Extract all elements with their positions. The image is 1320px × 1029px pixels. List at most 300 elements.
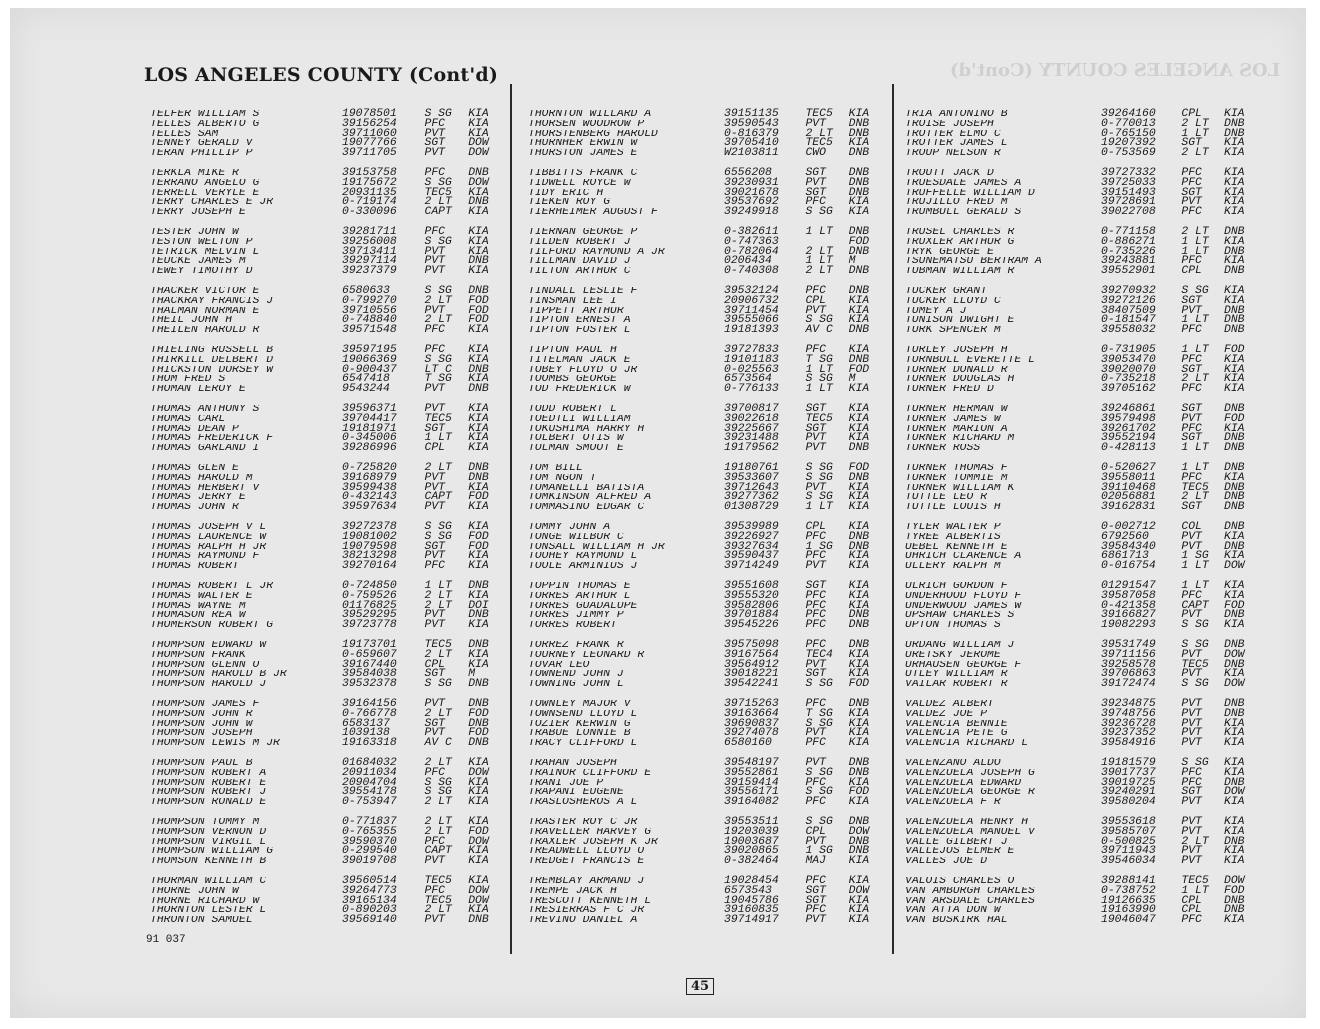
roster-serial-number: 20911034 (342, 766, 397, 779)
roster-name: THACKRAY FRANCIS J (150, 296, 274, 307)
roster-serial-number: 6792560 (1101, 530, 1149, 543)
roster-name: ULLERY RALPH M (905, 562, 1001, 572)
roster-group (905, 700, 1255, 759)
roster-group (150, 700, 500, 759)
roster-name: UTLEY WILLIAM R (905, 670, 1008, 681)
roster-rank: PFC (424, 167, 445, 179)
roster-group (150, 228, 500, 287)
roster-status-code: FOD (468, 314, 489, 327)
roster-status-code: KIA (1224, 108, 1245, 120)
roster-row (528, 894, 880, 907)
roster-name: TOLMAN SMOOT E (528, 444, 624, 454)
roster-serial-number: 39230931 (724, 176, 779, 189)
roster-name: THOMAS CARL (150, 414, 226, 425)
roster-serial-number: 0-719174 (342, 196, 397, 209)
roster-rank: PVT (1181, 816, 1202, 828)
roster-rank: PVT (1181, 855, 1202, 868)
roster-name: THOMPSON EDWARD W (150, 641, 267, 651)
roster-name: VAN AMBURGH CHARLES (905, 886, 1035, 897)
roster-row (905, 375, 1255, 385)
roster-group (528, 169, 880, 228)
roster-status-code: KIA (468, 265, 489, 278)
roster-status-code: KIA (468, 432, 489, 445)
roster-name: TILDEN ROBERT J (528, 237, 631, 248)
roster-row (150, 540, 500, 553)
roster-status-code: KIA (468, 481, 489, 494)
roster-status-code: DNB (848, 757, 870, 769)
roster-name: TOEDTLI WILLIAM (528, 414, 631, 425)
roster-status-code: KIA (848, 707, 870, 720)
roster-rank: SGT (805, 167, 826, 179)
roster-group (528, 523, 880, 582)
roster-row (528, 621, 880, 631)
roster-name: THOMPSON ROBERT J (150, 788, 267, 799)
roster-status-code: FOD (1224, 412, 1245, 425)
roster-row (150, 847, 500, 857)
roster-status-code: KIA (468, 658, 489, 671)
document-code: 91 037 (146, 934, 186, 946)
roster-name: THOMAS GLEN E (150, 464, 239, 474)
roster-rank: 2 LT (1181, 373, 1209, 386)
roster-rank: PFC (805, 530, 826, 543)
roster-group (528, 228, 880, 287)
roster-status-code: KIA (1224, 825, 1245, 838)
roster-rank: AV C (424, 737, 452, 750)
roster-name: VALENZUELA JOSEPH G (905, 768, 1035, 779)
roster-row (528, 139, 880, 149)
roster-group (905, 346, 1255, 405)
roster-name: THOMAS HERBERT V (150, 483, 260, 494)
roster-name: TELLES SAM (150, 129, 219, 140)
roster-status-code: DNB (468, 678, 489, 691)
roster-row (150, 825, 500, 838)
roster-rank: PVT (805, 560, 826, 573)
roster-rank: SGT (1181, 363, 1202, 376)
roster-rank: PFC (424, 560, 445, 573)
roster-serial-number: 39551608 (724, 580, 779, 592)
roster-row (150, 621, 500, 631)
roster-rank: SGT (805, 186, 826, 199)
roster-serial-number: 39575098 (724, 639, 779, 651)
roster-serial-number: 39584038 (342, 668, 397, 681)
roster-name: TURNER HERMAN W (905, 405, 1008, 415)
roster-name: VALENZUELA F R (905, 798, 1001, 808)
roster-row (528, 589, 880, 602)
roster-name: TOD FREDERICK W (528, 385, 631, 395)
roster-row (150, 493, 500, 503)
roster-rank: PFC (1181, 589, 1202, 602)
roster-row (150, 717, 500, 730)
roster-name: TERKLA MIKE R (150, 169, 239, 179)
roster-serial-number: 39714917 (724, 914, 779, 927)
roster-name: TOWNSEND LLOYD L (528, 709, 638, 720)
roster-name: TOMKINSON ALFRED A (528, 493, 652, 504)
roster-status-code: KIA (1224, 363, 1245, 376)
roster-status-code: DOW (468, 766, 489, 779)
roster-rank: 2 LT (1181, 226, 1209, 238)
roster-status-code: KIA (1224, 294, 1245, 307)
roster-name: UPTON THOMAS S (905, 621, 1001, 631)
roster-row (150, 503, 500, 513)
roster-serial-number: 0-025563 (724, 363, 779, 376)
roster-serial-number: 39022708 (1101, 206, 1156, 219)
roster-rank: PVT (805, 117, 826, 130)
roster-group (150, 818, 500, 877)
roster-serial-number: 39166827 (1101, 609, 1156, 622)
roster-rank: TEC5 (1181, 658, 1209, 671)
roster-name: TIEKEN ROY G (528, 198, 611, 209)
roster-status-code: DNB (1224, 501, 1245, 514)
roster-serial-number: 38407509 (1101, 304, 1156, 317)
roster-status-code: KIA (1224, 845, 1245, 858)
roster-name: TUNISON DWIGHT E (905, 316, 1015, 327)
roster-rank: PVT (424, 501, 445, 514)
roster-serial-number: 39558011 (1101, 471, 1156, 484)
roster-serial-number: 39560514 (342, 875, 397, 887)
roster-name: TIPTON ERNEST A (528, 316, 631, 327)
roster-group (905, 287, 1255, 346)
roster-row (150, 739, 500, 749)
roster-serial-number: 39270932 (1101, 285, 1156, 297)
roster-status-code: DNB (468, 167, 489, 179)
roster-rank: LT C (424, 363, 452, 376)
roster-row (905, 916, 1255, 926)
roster-serial-number: 39151493 (1101, 186, 1156, 199)
roster-row (905, 847, 1255, 857)
roster-name: THOMPSON TOMMY M (150, 818, 260, 828)
roster-name: TRAINOR CLIFFORD E (528, 768, 652, 779)
roster-serial-number: 39020070 (1101, 363, 1156, 376)
roster-serial-number: 19179562 (724, 442, 779, 455)
roster-serial-number: 0-181547 (1101, 314, 1156, 327)
roster-status-code: KIA (468, 521, 489, 533)
roster-rank: S SG (805, 491, 833, 504)
roster-group (905, 582, 1255, 641)
roster-serial-number: 39159414 (724, 776, 779, 789)
roster-rank: 1 LT (805, 255, 833, 268)
roster-status-code: FOD (468, 540, 489, 553)
roster-row (150, 648, 500, 661)
roster-row (905, 707, 1255, 720)
roster-status-code: KIA (848, 648, 870, 661)
roster-row (528, 169, 880, 179)
roster-row (528, 680, 880, 690)
roster-serial-number: 39237379 (342, 265, 397, 278)
roster-row (905, 405, 1255, 415)
roster-status-code: DNB (848, 285, 870, 297)
roster-rank: 1 LT (1181, 245, 1209, 258)
roster-row (905, 658, 1255, 671)
roster-row (528, 287, 880, 297)
roster-rank: PVT (805, 914, 826, 927)
roster-rank: 2 LT (424, 796, 452, 809)
roster-serial-number: 0-782064 (724, 245, 779, 258)
roster-row (528, 228, 880, 238)
roster-rank: PFC (805, 609, 826, 622)
roster-rank: PFC (1181, 422, 1202, 435)
roster-status-code: KIA (848, 501, 870, 514)
roster-serial-number: 39725033 (1101, 176, 1156, 189)
roster-row (905, 776, 1255, 789)
roster-rank: AV C (805, 324, 833, 337)
roster-group (905, 169, 1255, 228)
roster-group (905, 523, 1255, 582)
roster-serial-number: 19082293 (1101, 619, 1156, 632)
roster-status-code: DNB (1224, 442, 1245, 455)
roster-status-code: DNB (848, 530, 870, 543)
roster-rank: PVT (424, 304, 445, 317)
roster-row (528, 798, 880, 808)
roster-serial-number: 6547418 (342, 373, 390, 386)
roster-row (905, 759, 1255, 769)
roster-status-code: DNB (1224, 324, 1245, 337)
roster-status-code: FOD (848, 235, 870, 248)
roster-serial-number: 01684032 (342, 757, 397, 769)
roster-serial-number: 39264773 (342, 884, 397, 897)
roster-name: TRUSEL CHARLES R (905, 228, 1015, 238)
roster-rank: 2 LT (424, 816, 452, 828)
roster-rank: PFC (805, 639, 826, 651)
roster-rank: SGT (424, 540, 445, 553)
roster-serial-number: 39706863 (1101, 668, 1156, 681)
roster-serial-number: 39590543 (724, 117, 779, 130)
roster-name: THOMERSON ROBERT G (150, 621, 274, 631)
roster-rank: S SG (1181, 639, 1209, 651)
roster-rank: S SG (805, 206, 833, 219)
roster-serial-number: 39164156 (342, 698, 397, 710)
roster-row (528, 729, 880, 739)
roster-group (150, 346, 500, 405)
roster-serial-number: 39261702 (1101, 422, 1156, 435)
roster-name: TIDY ERIC H (528, 188, 604, 199)
roster-serial-number: 39584340 (1101, 540, 1156, 553)
roster-serial-number: 39587058 (1101, 589, 1156, 602)
roster-name: TIBBITTS FRANK C (528, 169, 638, 179)
roster-row (905, 700, 1255, 710)
roster-status-code: KIA (1224, 727, 1245, 740)
roster-status-code: DNB (468, 698, 489, 710)
roster-row (905, 680, 1255, 690)
roster-serial-number: 0-766778 (342, 707, 397, 720)
roster-rank: S SG (424, 530, 452, 543)
roster-serial-number: 39172474 (1101, 678, 1156, 691)
roster-serial-number: 39553511 (724, 816, 779, 828)
roster-row (150, 375, 500, 385)
roster-rank: PVT (424, 609, 445, 622)
roster-rank: PFC (1181, 776, 1202, 789)
roster-name: VALLES JOE D (905, 857, 988, 867)
roster-row (528, 884, 880, 897)
roster-serial-number: 19207392 (1101, 137, 1156, 150)
roster-serial-number: 20904704 (342, 776, 397, 789)
roster-name: THOMPSON VIRGIL L (150, 837, 267, 848)
roster-serial-number: 0-747363 (724, 235, 779, 248)
roster-status-code: KIA (1224, 471, 1245, 484)
roster-name: TOBEY FLOYD O JR (528, 365, 638, 376)
roster-status-code: KIA (468, 442, 489, 455)
roster-rank: 1 SG (1181, 550, 1209, 563)
roster-status-code: DOW (1224, 560, 1245, 573)
roster-name: URDANG WILLIAM J (905, 641, 1015, 651)
roster-status-code: DNB (468, 639, 489, 651)
roster-rank: PVT (424, 471, 445, 484)
roster-row (150, 611, 500, 621)
roster-status-code: KIA (848, 717, 870, 730)
roster-name: TURLEY JOSEPH H (905, 346, 1008, 356)
roster-row (150, 412, 500, 425)
roster-status-code: KIA (1224, 285, 1245, 297)
roster-rank: 1 LT (1181, 442, 1209, 455)
roster-status-code: DNB (848, 442, 870, 455)
roster-name: THORSTENBERG HAROLD (528, 129, 658, 140)
roster-status-code: DNB (848, 619, 870, 632)
roster-rank: PVT (805, 432, 826, 445)
roster-status-code: KIA (848, 206, 870, 219)
roster-status-code: DNB (468, 609, 489, 622)
roster-status-code: KIA (1224, 589, 1245, 602)
roster-name: URHAUSEN GEORGE F (905, 660, 1022, 671)
roster-serial-number: 39277362 (724, 491, 779, 504)
roster-row (905, 385, 1255, 395)
roster-status-code: KIA (1224, 147, 1245, 160)
roster-serial-number: 19181579 (1101, 757, 1156, 769)
roster-rank: SGT (1181, 432, 1202, 445)
roster-name: TREMBLAY ARMAND J (528, 877, 645, 887)
roster-name: TILLMAN DAVID J (528, 257, 631, 268)
roster-status-code: KIA (1224, 137, 1245, 150)
roster-serial-number: 39727833 (724, 344, 779, 356)
roster-status-code: DNB (1224, 639, 1245, 651)
roster-serial-number: 39529295 (342, 609, 397, 622)
roster-status-code: KIA (848, 344, 870, 356)
roster-serial-number: 39249918 (724, 206, 779, 219)
roster-status-code: KIA (1224, 422, 1245, 435)
roster-status-code: KIA (468, 589, 489, 602)
roster-rank: PFC (1181, 255, 1202, 268)
roster-rank: PVT (805, 304, 826, 317)
roster-rank: CAPT (424, 845, 452, 858)
roster-serial-number: 39579498 (1101, 412, 1156, 425)
roster-serial-number: 39748756 (1101, 707, 1156, 720)
roster-serial-number: 39246861 (1101, 403, 1156, 415)
roster-status-code: KIA (1224, 383, 1245, 396)
roster-status-code: DOW (468, 835, 489, 848)
roster-row (905, 186, 1255, 199)
roster-name: TEUCKE JAMES M (150, 257, 246, 268)
roster-rank: CWO (805, 147, 826, 160)
roster-rank: 1 SG (805, 845, 833, 858)
roster-name: TENNEY GERALD V (150, 139, 253, 150)
roster-serial-number: 39243881 (1101, 255, 1156, 268)
roster-rank: 2 LT (424, 707, 452, 720)
roster-status-code: DNB (468, 580, 489, 592)
roster-group (150, 110, 500, 169)
roster-name: TROUTT JACK D (905, 169, 994, 179)
roster-serial-number: 6556208 (724, 167, 772, 179)
roster-rank: CAPT (424, 206, 452, 219)
roster-status-code: DNB (468, 363, 489, 376)
roster-row (905, 766, 1255, 779)
roster-row (905, 717, 1255, 730)
roster-serial-number: 39226927 (724, 530, 779, 543)
roster-serial-number: 39713411 (342, 245, 397, 258)
roster-status-code: KIA (468, 422, 489, 435)
roster-row (905, 729, 1255, 739)
roster-name: VAN ATTA DON W (905, 906, 1001, 917)
roster-status-code: KIA (468, 226, 489, 238)
roster-serial-number: 9543244 (342, 383, 390, 396)
roster-status-code: DNB (1224, 226, 1245, 238)
roster-row (150, 599, 500, 612)
roster-status-code: KIA (468, 344, 489, 356)
roster-serial-number: 19003687 (724, 835, 779, 848)
roster-status-code: FOD (848, 678, 870, 691)
roster-row (528, 648, 880, 661)
roster-serial-number: 39160835 (724, 904, 779, 917)
roster-rank: SGT (1181, 186, 1202, 199)
roster-row (905, 169, 1255, 179)
roster-rank: PFC (805, 776, 826, 789)
roster-status-code: FOD (1224, 599, 1245, 612)
roster-serial-number: 0-330096 (342, 206, 397, 219)
roster-status-code: KIA (848, 481, 870, 494)
roster-name: THOMAS HAROLD M (150, 473, 253, 484)
roster-rank: SGT (1181, 137, 1202, 150)
roster-status-code: DNB (848, 147, 870, 160)
roster-rank: PFC (424, 884, 445, 897)
roster-serial-number: 39164082 (724, 796, 779, 809)
roster-serial-number: 39590370 (342, 835, 397, 848)
roster-name: TRYK GEORGE E (905, 247, 994, 258)
roster-status-code: DNB (1224, 776, 1245, 789)
roster-name: VALENZUELA EDWARD (905, 778, 1022, 789)
roster-name: THOMAS JERRY E (150, 493, 246, 504)
roster-serial-number: 0-659607 (342, 648, 397, 661)
roster-name: TOM BILL (528, 464, 583, 474)
roster-rank: PFC (805, 599, 826, 612)
roster-row (905, 346, 1255, 356)
roster-name: THIRKILL DELBERT D (150, 355, 274, 366)
roster-serial-number: 19066369 (342, 353, 397, 366)
roster-rank: 2 LT (424, 196, 452, 209)
roster-status-code: KIA (468, 816, 489, 828)
roster-status-code: KIA (468, 619, 489, 632)
roster-status-code: DNB (1224, 304, 1245, 317)
roster-name: TURNER MARION A (905, 424, 1008, 435)
roster-row (528, 208, 880, 218)
roster-serial-number: 39017737 (1101, 766, 1156, 779)
roster-status-code: KIA (468, 324, 489, 337)
roster-rank: SGT (805, 668, 826, 681)
roster-status-code: FOD (848, 462, 870, 474)
roster-serial-number: 39558032 (1101, 324, 1156, 337)
roster-status-code: DOW (1224, 648, 1245, 661)
roster-serial-number: 0-770013 (1101, 117, 1156, 130)
roster-name: TILFORD RAYMOND A JR (528, 247, 665, 258)
roster-name: TRAHAN JOSEPH (528, 759, 617, 769)
roster-rank: S SG (805, 816, 833, 828)
roster-name: THOMAS RALPH H JR (150, 542, 267, 553)
roster-status-code: KIA (848, 196, 870, 209)
roster-status-code: KIA (468, 757, 489, 769)
roster-rank: PFC (1181, 176, 1202, 189)
roster-name: TREVINO DANIEL A (528, 916, 638, 926)
roster-rank: S SG (424, 678, 452, 691)
roster-serial-number: 20931135 (342, 186, 397, 199)
roster-status-code: KIA (848, 108, 870, 120)
roster-rank: CPL (424, 442, 445, 455)
roster-name: TUBMAN WILLIAM R (905, 267, 1015, 277)
